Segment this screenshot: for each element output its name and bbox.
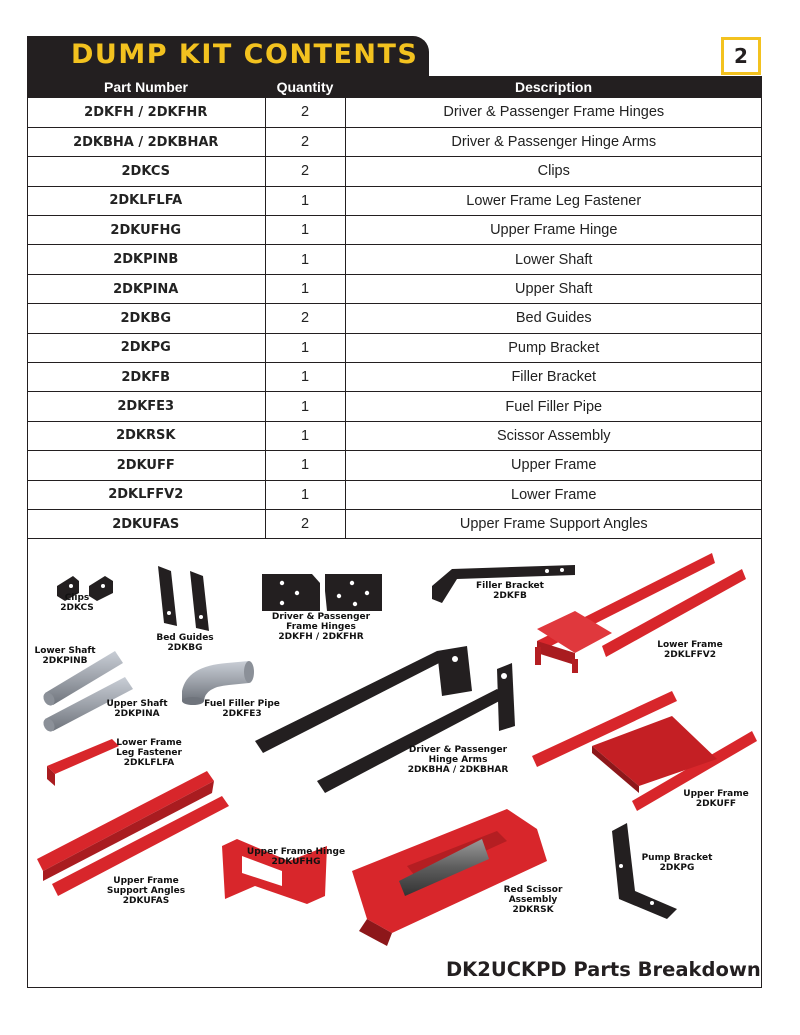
lower-frame-label: Lower Frame 2DKLFFV2: [657, 640, 723, 660]
page-title: DUMP KIT CONTENTS: [71, 39, 419, 70]
upper-frame-label: Upper Frame 2DKUFF: [683, 789, 749, 809]
part-number-cell: 2DKLFLFA: [27, 186, 265, 215]
description-cell: Upper Frame: [345, 451, 762, 480]
quantity-cell: 2: [265, 509, 345, 538]
quantity-cell: 1: [265, 451, 345, 480]
description-cell: Lower Shaft: [345, 245, 762, 274]
part-number-cell: 2DKFH / 2DKFHR: [27, 98, 265, 127]
title-bar: [27, 36, 429, 76]
upper-frame-hinge-label: Upper Frame Hinge 2DKUFHG: [246, 847, 346, 867]
table-row: [27, 216, 762, 245]
table-row: [27, 304, 762, 333]
table-row: [27, 421, 762, 450]
table-row: [27, 245, 762, 274]
table-row: [27, 451, 762, 480]
quantity-cell: 1: [265, 245, 345, 274]
table-row: [27, 186, 762, 215]
column-header-quantity: Quantity: [265, 76, 345, 98]
description-cell: Clips: [345, 157, 762, 186]
hinge-arms-label: Driver & Passenger Hinge Arms 2DKBHA / 2DKBHAR: [407, 745, 509, 775]
table-row: [27, 98, 762, 127]
fuel-filler-pipe-label: Fuel Filler Pipe 2DKFE3: [204, 699, 280, 719]
quantity-cell: 2: [265, 127, 345, 156]
parts-breakdown-caption: DK2UCKPD Parts Breakdown: [446, 958, 761, 981]
quantity-cell: 2: [265, 98, 345, 127]
part-number-cell: 2DKBG: [27, 304, 265, 333]
part-number-cell: 2DKUFAS: [27, 509, 265, 538]
column-header-part-number: Part Number: [27, 76, 265, 98]
description-cell: Fuel Filler Pipe: [345, 392, 762, 421]
frame-hinges-label: Driver & Passenger Frame Hinges 2DKFH / 2DKFHR: [271, 612, 371, 642]
bed-guides-part: [158, 566, 209, 631]
description-cell: Scissor Assembly: [345, 421, 762, 450]
bed-guides-label: Bed Guides 2DKBG: [156, 633, 214, 653]
description-cell: Lower Frame Leg Fastener: [345, 186, 762, 215]
description-cell: Upper Shaft: [345, 274, 762, 303]
table-row: [27, 480, 762, 509]
table-row: [27, 509, 762, 538]
part-number-cell: 2DKPINA: [27, 274, 265, 303]
quantity-cell: 1: [265, 421, 345, 450]
clips-label: Clips 2DKCS: [60, 593, 94, 613]
support-angles-label: Upper Frame Support Angles 2DKUFAS: [106, 876, 186, 906]
upper-shaft-label: Upper Shaft 2DKPINA: [106, 699, 168, 719]
table-header-row: [27, 76, 762, 98]
quantity-cell: 1: [265, 333, 345, 362]
quantity-cell: 2: [265, 157, 345, 186]
quantity-cell: 1: [265, 274, 345, 303]
part-number-cell: 2DKCS: [27, 157, 265, 186]
table-row: [27, 127, 762, 156]
scissor-assembly-label: Red Scissor Assembly 2DKRSK: [503, 885, 563, 915]
description-cell: Filler Bracket: [345, 363, 762, 392]
description-cell: Lower Frame: [345, 480, 762, 509]
column-header-description: Description: [345, 76, 762, 98]
part-number-cell: 2DKBHA / 2DKBHAR: [27, 127, 265, 156]
description-cell: Upper Frame Hinge: [345, 216, 762, 245]
parts-table: [27, 76, 762, 539]
filler-bracket-label: Filler Bracket 2DKFB: [476, 581, 544, 601]
part-number-cell: 2DKPINB: [27, 245, 265, 274]
part-number-cell: 2DKUFF: [27, 451, 265, 480]
leg-fastener-label: Lower Frame Leg Fastener 2DKLFLFA: [116, 738, 182, 768]
table-row: [27, 392, 762, 421]
part-number-cell: 2DKFE3: [27, 392, 265, 421]
scissor-assembly-part: [352, 809, 547, 946]
description-cell: Driver & Passenger Hinge Arms: [345, 127, 762, 156]
part-number-cell: 2DKRSK: [27, 421, 265, 450]
part-number-cell: 2DKFB: [27, 363, 265, 392]
pump-bracket-label: Pump Bracket 2DKPG: [641, 853, 713, 873]
part-number-cell: 2DKUFHG: [27, 216, 265, 245]
table-row: [27, 274, 762, 303]
description-cell: Upper Frame Support Angles: [345, 509, 762, 538]
table-row: [27, 157, 762, 186]
table-row: [27, 333, 762, 362]
description-cell: Driver & Passenger Frame Hinges: [345, 98, 762, 127]
quantity-cell: 2: [265, 304, 345, 333]
frame-hinges-part: [262, 574, 382, 611]
part-number-cell: 2DKPG: [27, 333, 265, 362]
part-number-cell: 2DKLFFV2: [27, 480, 265, 509]
lower-shaft-label: Lower Shaft 2DKPINB: [34, 646, 96, 666]
leg-fastener-part: [47, 739, 119, 786]
quantity-cell: 1: [265, 216, 345, 245]
quantity-cell: 1: [265, 480, 345, 509]
quantity-cell: 1: [265, 363, 345, 392]
page-number: 2: [721, 37, 761, 75]
table-row: [27, 363, 762, 392]
description-cell: Bed Guides: [345, 304, 762, 333]
quantity-cell: 1: [265, 186, 345, 215]
description-cell: Pump Bracket: [345, 333, 762, 362]
quantity-cell: 1: [265, 392, 345, 421]
